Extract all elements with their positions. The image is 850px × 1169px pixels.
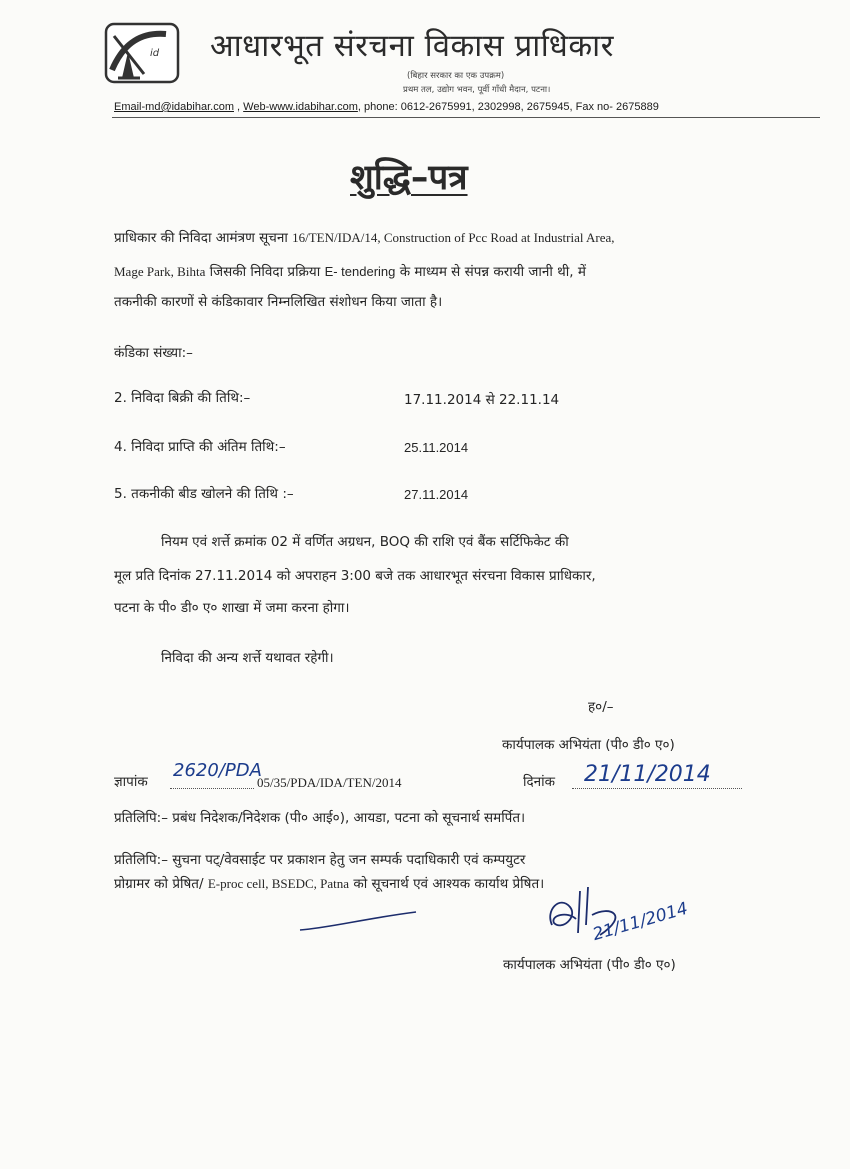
copy-to-pro-line-2: [114, 874, 544, 892]
email-link[interactable]: Email-md@idabihar.com: [114, 101, 234, 113]
copy-to-md: प्रतिलिपि:– प्रबंध निदेशक/निदेशक (पी० आई०), आयडा, पटना को सूचनार्थ समर्पित।: [114, 810, 526, 826]
location-text: Mage Park, Bihta: [114, 264, 206, 279]
item-value: 25.11.2014: [404, 440, 469, 455]
memo-label: ज्ञापांक: [114, 774, 148, 790]
intro-text: जिसकी निविदा प्रक्रिया: [209, 264, 321, 280]
contact-separator: ,: [234, 101, 244, 113]
signature-date: 21/11/2014: [590, 898, 691, 945]
designation-bottom: कार्यपालक अभियंता (पी० डी० ए०): [503, 957, 676, 973]
organization-address: प्रथम तल, उद्योग भवन, पूर्वी गाँधी मैदान, पटना।: [403, 85, 551, 95]
contact-line: [114, 101, 659, 113]
designation: कार्यपालक अभियंता (पी० डी० ए०): [502, 737, 675, 753]
item-value: 27.11.2014: [404, 487, 469, 502]
intro-text: के माध्यम से संपन्न करायी जानी थी, में: [399, 264, 586, 280]
signed-mark: ह०/–: [588, 699, 614, 715]
organization-subtitle: (बिहार सरकार का एक उपक्रम): [407, 71, 505, 81]
document-title: शुद्धि–पत्र: [350, 158, 468, 198]
memo-handwritten-number: 2620/PDA: [173, 760, 262, 781]
tender-reference: 16/TEN/IDA/14, Construction of Pcc Road at Industrial Area,: [292, 230, 615, 245]
handwritten-date: 21/11/2014: [584, 762, 711, 787]
etendering-text: E- tendering: [324, 264, 396, 279]
item-label: 4. निविदा प्राप्ति की अंतिम तिथि:–: [114, 439, 286, 455]
copy-text: प्रोग्रामर को प्रेषित/: [114, 876, 204, 892]
organization-logo: [104, 22, 180, 84]
condition-line-2: मूल प्रति दिनांक 27.11.2014 को अपराहन 3:00 बजे तक आधारभूत संरचना विकास प्राधिकार,: [114, 568, 596, 584]
intro-line-2: [114, 262, 586, 280]
copy-to-pro-line-1: प्रतिलिपि:– सुचना पट्/वेवसाईट पर प्रकाशन हेतु जन सम्पर्क पदाधिकारी एवं कम्पयुटर: [114, 852, 526, 868]
intro-line-3: तकनीकी कारणों से कंडिकावार निम्नलिखित संशोधन किया जाता है।: [114, 294, 443, 310]
memo-reference: 05/35/PDA/IDA/TEN/2014: [257, 775, 402, 790]
eproc-cell: E-proc cell, BSEDC, Patna: [207, 876, 350, 891]
date-label: दिनांक: [523, 774, 556, 790]
organization-name: आधारभूत संरचना विकास प्राधिकार: [210, 28, 614, 64]
website-link[interactable]: Web-www.idabihar.com: [243, 101, 358, 113]
header-divider: [112, 117, 820, 118]
intro-text: प्राधिकार की निविदा आमंत्रण सूचना: [114, 230, 288, 246]
copy-text: को सूचनार्थ एवं आश्यक कार्याथ प्रेषित।: [353, 876, 545, 892]
item-value: 17.11.2014 से 22.11.14: [404, 392, 560, 408]
item-label: 2. निविदा बिक्री की तिथि:–: [114, 390, 251, 406]
svg-text:id: id: [150, 48, 160, 59]
condition-line-3: पटना के पी० डी० ए० शाखा में जमा करना होगा।: [114, 600, 350, 616]
phone-fax: , phone: 0612-2675991, 2302998, 2675945, Fax no- 2675889: [357, 101, 659, 113]
intro-line-1: [114, 228, 615, 246]
condition-line-1: नियम एवं शर्त्ते क्रमांक 02 में वर्णित अग्रधन, BOQ की राशि एवं बैंक सर्टिफिकेट की: [161, 534, 569, 550]
item-label: 5. तकनीकी बीड खोलने की तिथि :–: [114, 486, 294, 502]
kandika-label: कंडिका संख्या:–: [114, 345, 193, 361]
pen-stroke: [298, 908, 418, 934]
remaining-conditions: निविदा की अन्य शर्त्ते यथावत रहेगी।: [161, 650, 334, 666]
